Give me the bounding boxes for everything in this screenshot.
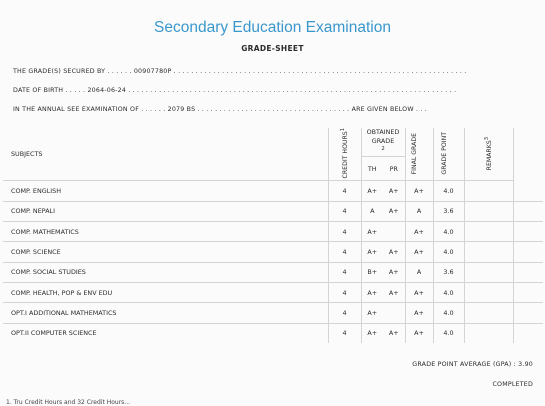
final-grade-cell: A+ <box>405 282 433 302</box>
grade-point-cell: 4.0 <box>433 282 464 302</box>
th-grade-cell: A+ <box>361 242 383 262</box>
credit-hours-header: CREDIT HOURS$^1$ <box>328 128 361 181</box>
blank-cell <box>513 303 543 323</box>
remarks-cell <box>464 323 513 343</box>
credit-cell: 4 <box>328 262 361 282</box>
pr-grade-cell: A+ <box>383 262 405 282</box>
credit-cell: 4 <box>328 242 361 262</box>
th-grade-cell: A+ <box>361 181 383 201</box>
blank-cell <box>513 222 543 242</box>
th-grade-cell: B+ <box>361 262 383 282</box>
secured-by-line: THE GRADE(S) SECURED BY . . . . . . 00907780P . . . . . . . . . . . . . . . . . . . . . . . . . . . . . . . . . . . . . . . . . . . . . . . . . . . . . . . . . . . . . . . . . . . <box>13 68 467 75</box>
subject-cell: COMP. HEALTH, POP & ENV EDU <box>3 282 328 302</box>
remarks-header: REMARKS$^3$ <box>464 128 513 181</box>
th-grade-cell: A+ <box>361 323 383 343</box>
remarks-cell <box>464 262 513 282</box>
credit-cell: 4 <box>328 303 361 323</box>
table-row <box>3 181 543 201</box>
footnote: 1. Tru Credit Hours and 32 Credit Hours... <box>6 399 131 406</box>
blank-cell <box>513 262 543 282</box>
page-title: Secondary Education Examination <box>154 19 391 36</box>
gpa-summary: GRADE POINT AVERAGE (GPA) : 3.90 <box>412 361 533 368</box>
pr-grade-cell: A+ <box>383 201 405 221</box>
credit-cell: 4 <box>328 201 361 221</box>
remarks-cell <box>464 303 513 323</box>
grade-point-cell: 3.6 <box>433 262 464 282</box>
grade-point-cell: 4.0 <box>433 323 464 343</box>
table-row <box>3 222 543 242</box>
blank-cell <box>513 323 543 343</box>
table-row <box>3 201 543 221</box>
grade-point-cell: 4.0 <box>433 222 464 242</box>
pr-grade-cell <box>383 222 405 242</box>
th-header: TH <box>361 156 383 181</box>
pr-grade-cell: A+ <box>388 329 399 338</box>
final-grade-header: FINAL GRADE <box>405 128 433 181</box>
grade-point-cell: 4.0 <box>433 242 464 262</box>
subject-cell: COMP. MATHEMATICS <box>3 222 328 242</box>
subject-cell: COMP. ENGLISH <box>3 181 328 201</box>
pr-header: PR <box>383 156 405 181</box>
final-grade-cell: A+ <box>405 323 433 343</box>
pr-grade-cell: A+ <box>383 282 405 302</box>
blank-cell <box>513 282 543 302</box>
final-grade-cell: A <box>405 262 433 282</box>
grade-point-cell: 3.6 <box>433 201 464 221</box>
table-row <box>3 323 543 343</box>
remarks-cell <box>464 201 513 221</box>
th-grade-cell: A+ <box>361 303 383 323</box>
subject-cell: OPT.II COMPUTER SCIENCE <box>11 329 97 338</box>
remarks-cell <box>464 242 513 262</box>
grade-table <box>3 128 543 343</box>
obtained-grade-header: OBTAINED GRADE$^2$ <box>361 128 405 156</box>
exam-line: IN THE ANNUAL SEE EXAMINATION OF . . . . . . 2079 BS . . . . . . . . . . . . . . . . . . . . . . . . . . . . . . . . . . . ARE GIVEN BELOW . . . <box>13 106 427 113</box>
th-grade-cell: A+ <box>361 282 383 302</box>
grade-point-header: GRADE POINT <box>433 128 464 181</box>
subject-cell: COMP. SOCIAL STUDIES <box>3 262 328 282</box>
final-grade-cell: A+ <box>405 242 433 262</box>
final-grade-cell: A+ <box>405 222 433 242</box>
final-grade-cell: A <box>405 201 433 221</box>
final-grade-cell: A+ <box>405 303 433 323</box>
grade-point-cell: 4.0 <box>433 303 464 323</box>
table-row <box>3 303 543 323</box>
subject-cell: COMP. NEPALI <box>3 201 328 221</box>
date-of-birth-line: DATE OF BIRTH . . . . . 2064-06-24 . . . . . . . . . . . . . . . . . . . . . . . . . . . . . . . . . . . . . . . . . . . . . . . . . . . . . . . . . . . . . . . . . . . . . . . . . . . <box>13 87 457 94</box>
th-grade-cell: A+ <box>361 222 383 242</box>
blank-cell <box>513 201 543 221</box>
table-row <box>3 242 543 262</box>
subjects-header: SUBJECTS <box>3 128 328 181</box>
table-row <box>3 282 543 302</box>
subject-cell: OPT.I ADDITIONAL MATHEMATICS <box>3 303 328 323</box>
pr-grade-cell: A+ <box>383 242 405 262</box>
credit-cell: 4 <box>328 181 361 201</box>
table-row <box>3 262 543 282</box>
result-status: COMPLETED <box>492 381 533 388</box>
pr-grade-cell <box>383 303 405 323</box>
credit-cell: 4 <box>328 323 361 343</box>
remarks-cell <box>464 181 513 201</box>
th-grade-cell: A <box>361 201 383 221</box>
remarks-cell <box>464 282 513 302</box>
credit-cell: 4 <box>328 282 361 302</box>
credit-cell: 4 <box>328 222 361 242</box>
grade-point-cell: 4.0 <box>433 181 464 201</box>
remarks-cell <box>464 222 513 242</box>
final-grade-cell: A+ <box>405 181 433 201</box>
blank-cell <box>513 242 543 262</box>
subject-cell: COMP. SCIENCE <box>3 242 328 262</box>
pr-grade-cell: A+ <box>383 181 405 201</box>
grade-sheet-subtitle: GRADE-SHEET <box>241 44 304 53</box>
blank-cell <box>513 181 543 201</box>
